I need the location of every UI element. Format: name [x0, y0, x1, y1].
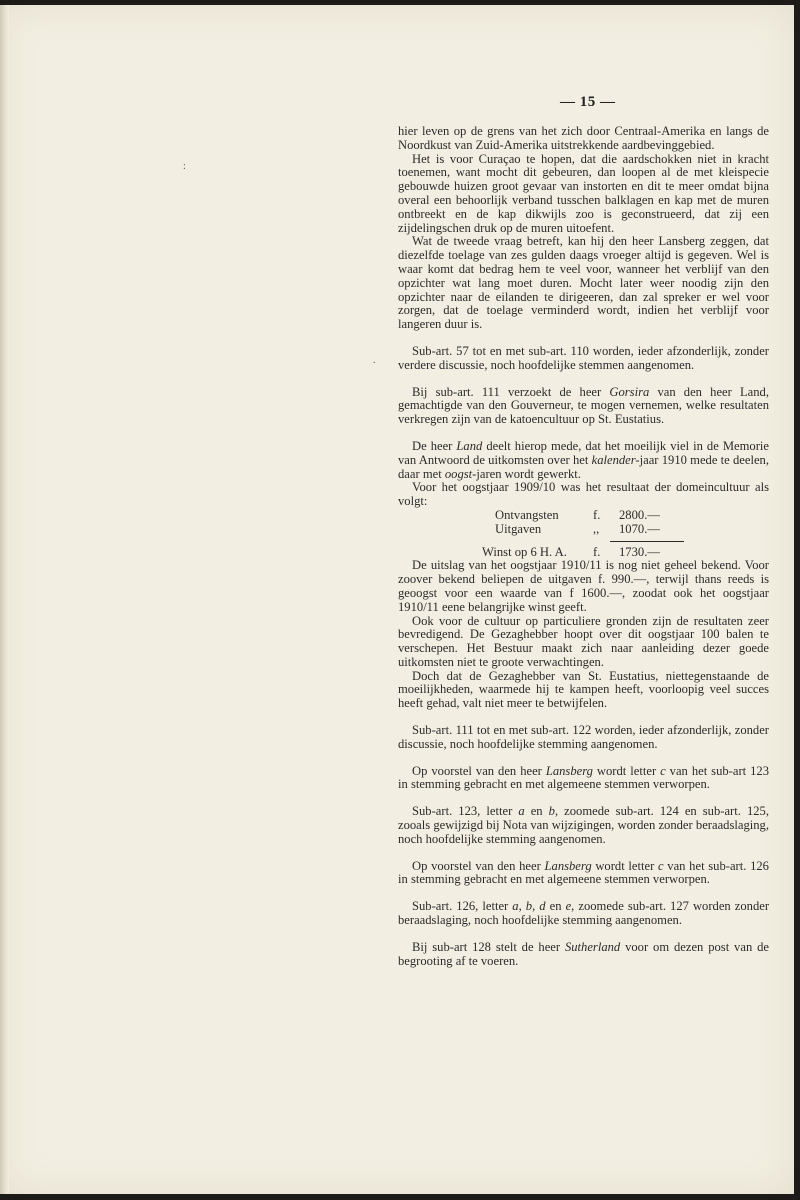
- results-table: [398, 509, 769, 559]
- paragraph-10: Doch dat de Gezaghebber van St. Eustatius, niettegenstaande de moeilijkheden, waarmede hij te kampen heeft, voorloopig veel succes heeft gehad, valt niet meer te betwijfelen.: [398, 668, 769, 711]
- paragraph-6: De heer Land deelt hierop mede, dat het moeilijk viel in de Memorie van Antwoord de uitkomsten over het kalender-jaar 1910 mede te deelen, daar met oogst-jaren wordt gewerkt.: [398, 438, 769, 481]
- paragraph-4: Sub-art. 57 tot en met sub-art. 110 worden, ieder afzonderlijk, zonder verdere discussie, noch hoofdelijke stemmen aangenomen.: [398, 343, 769, 372]
- speaker-name: Sutherland: [564, 939, 621, 954]
- table-total-row: Winst op 6 H. A. f. 1730.—: [482, 544, 660, 559]
- margin-speck: .: [373, 355, 376, 366]
- margin-speck: :: [183, 161, 186, 172]
- sum-rule: [610, 541, 684, 542]
- text-column: [398, 125, 769, 968]
- speaker-name: Lansberg: [544, 858, 592, 873]
- page-spine-shadow: [0, 5, 9, 1194]
- paragraph-5: Bij sub-art. 111 verzoekt de heer Gorsira van den heer Land, gemachtigde van den Gouverneur, te mogen vernemen, welke resultaten verkregen zijn van de katoencultuur op St. Eustatius.: [398, 384, 770, 427]
- paragraph-15: Sub-art. 126, letter a, b, d en e, zoomede sub-art. 127 worden zonder beraadslaging, noch hoofdelijke stemming aangenomen.: [398, 899, 770, 928]
- table-row: Uitgaven ,, 1070.—: [495, 521, 660, 536]
- speaker-name: Lansberg: [545, 763, 593, 778]
- paragraph-11: Sub-art. 111 tot en met sub-art. 122 worden, ieder afzonderlijk, zonder discussie, noch hoofdelijke stemming aangenomen.: [398, 723, 769, 751]
- page-number: — 15 —: [560, 94, 616, 110]
- document-page: [0, 5, 794, 1194]
- paragraph-3: Wat de tweede vraag betreft, kan hij den heer Lansberg zeggen, dat diezelfde toelage van zes gulden daags vroeger altijd is gegeven. Wel is waar komt dat bedrag hem te veel voor, wanneer het verblijf van den opzichter wat lang moet duren. Mocht later weer noodig zijn den opzichter naar de eilanden te dirigeeren, dan zal spreker er wel voor zorgen, dat de toelage verminderd wordt, indien het verblijf voor langeren duur is.: [398, 234, 769, 332]
- paragraph-8: De uitslag van het oogstjaar 1910/11 is nog niet geheel bekend. Voor zoover bekend beliepen de uitgaven f. 990.—, terwijl thans reeds is geoogst voor een waarde van f 1600.—, zoodat ook het oogstjaar 1910/11 eene belangrijke winst geeft.: [398, 558, 769, 614]
- paragraph-7: Voor het oogstjaar 1909/10 was het resultaat der domeincultuur als volgt:: [398, 480, 769, 509]
- paragraph-14: Op voorstel van den heer Lansberg wordt letter c van het sub-art. 126 in stemming gebracht en met algemeene stemmen verworpen.: [398, 858, 769, 887]
- table-row: Ontvangsten f. 2800.—: [495, 507, 660, 522]
- paragraph-9: Ook voor de cultuur op particuliere gronden zijn de resultaten zeer bevredigend. De Gezaghebber hoopt over dit oogstjaar 100 balen te verschepen. Het Bestuur maakt zich naar aanleiding dezer goede uitkomsten niet te groote verwachtingen.: [398, 613, 769, 669]
- paragraph-12: Op voorstel van den heer Lansberg wordt letter c van het sub-art 123 in stemming gebracht en met algemeene stemmen verworpen.: [398, 763, 769, 792]
- speaker-name: Gorsira: [609, 384, 650, 399]
- speaker-name: Land: [456, 438, 483, 453]
- paragraph-16: Bij sub-art 128 stelt de heer Sutherland voor om dezen post van de begrooting af te voeren.: [398, 939, 769, 968]
- paragraph-2: Het is voor Curaçao te hopen, dat die aardschokken niet in kracht toenemen, want mocht dit gebeuren, dan loopen al de met kleispecie gebouwde huizen groot gevaar van instorten en dit te meer omdat bijna overal een behoorlijk verband tusschen balklagen en kap met de muren ontbreekt en de kap dikwijls zoo is geconstrueerd, dat zij een zijdelingschen druk op de muren uitoefent.: [398, 151, 769, 235]
- paragraph-1: hier leven op de grens van het zich door Centraal-Amerika en langs de Noordkust van Zuid-Amerika uitstrekkende aardbevinggebied.: [398, 124, 769, 152]
- paragraph-13: Sub-art. 123, letter a en b, zoomede sub-art. 124 en sub-art. 125, zooals gewijzigd bij Nota van wijzigingen, worden zonder beraadslaging, noch hoofdelijke stemming aangenomen.: [398, 804, 770, 846]
